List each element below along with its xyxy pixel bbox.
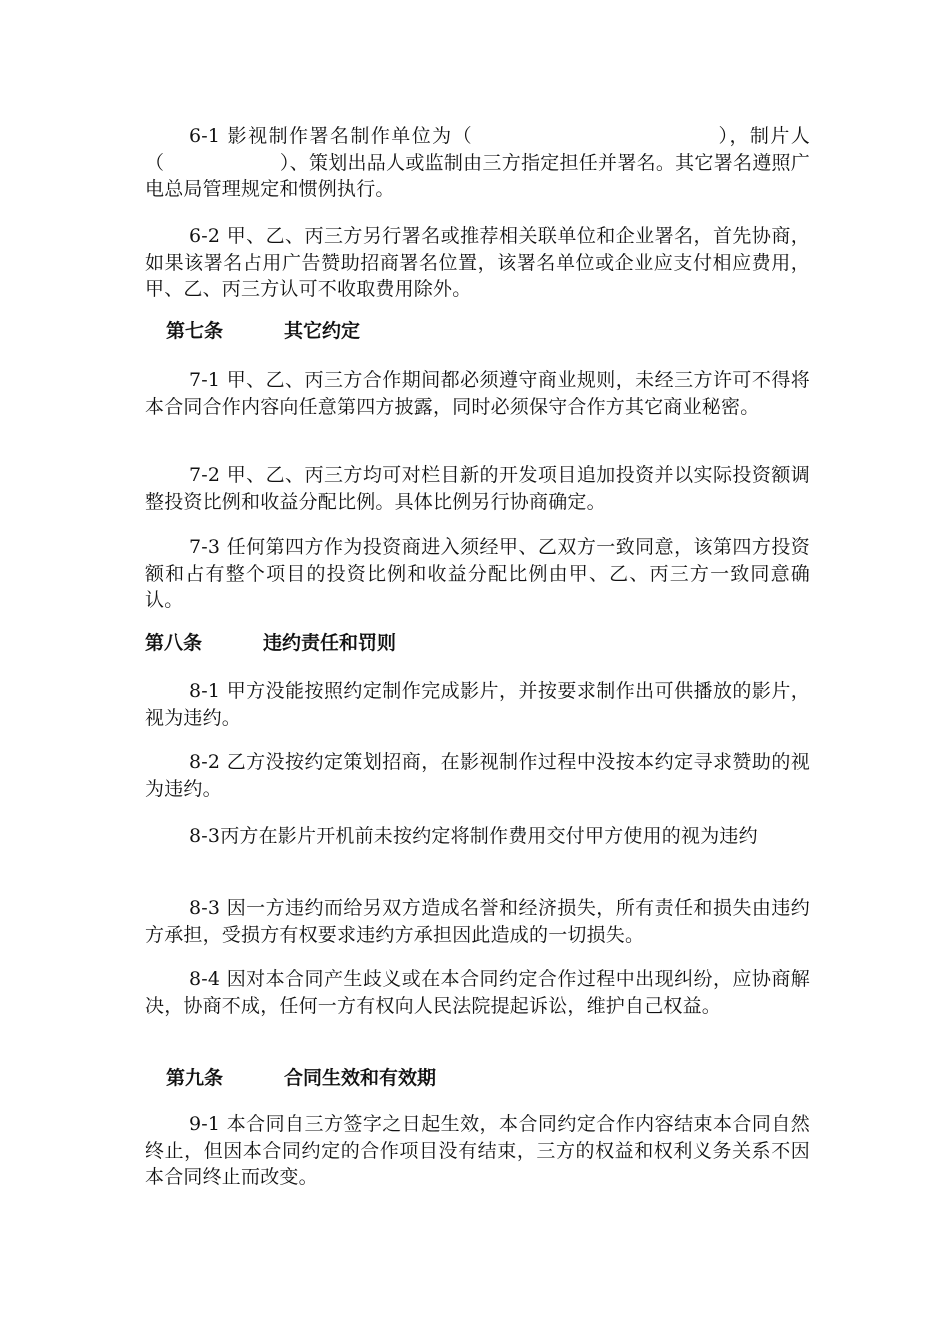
clause-8-2: 8-2 乙方没按约定策划招商，在影视制作过程中没按本约定寻求赞助的视为违约。 (145, 751, 810, 800)
article-8-number: 第八条 (145, 632, 203, 654)
clause-7-1: 7-1 甲、乙、丙三方合作期间都必须遵守商业规则，未经三方许可不得将本合同合作内容向任意第四方披露，同时必须保守合作方其它商业秘密。 (145, 369, 810, 418)
article-8-title: 违约责任和罚则 (263, 632, 397, 654)
article-9-heading (166, 1065, 831, 1091)
article-9-number: 第九条 (166, 1067, 224, 1089)
clause-8-3-a: 8-3丙方在影片开机前未按约定将制作费用交付甲方使用的视为违约 (189, 825, 758, 847)
clause-9-1: 9-1 本合同自三方签字之日起生效，本合同约定合作内容结束本合同自然终止，但因本合同约定的合作项目没有结束，三方的权益和权利义务关系不因本合同终止而改变。 (145, 1113, 810, 1188)
clause-8-3-b: 8-3 因一方违约而给另双方造成名誉和经济损失，所有责任和损失由违约方承担，受损方有权要求违约方承担因此造成的一切损失。 (145, 897, 810, 946)
clause-6-2: 6-2 甲、乙、丙三方另行署名或推荐相关联单位和企业署名，首先协商，如果该署名占用广告赞助招商署名位置，该署名单位或企业应支付相应费用，甲、乙、丙三方认可不收取费用除外。 (145, 225, 810, 300)
article-7-title: 其它约定 (284, 320, 361, 342)
clause-6-1: 6-1 影视制作署名制作单位为（ ），制片人（ ）、策划出品人或监制由三方指定担任并署名。其它署名遵照广电总局管理规定和惯例执行。 (145, 125, 810, 200)
clause-8-1: 8-1 甲方没能按照约定制作完成影片，并按要求制作出可供播放的影片，视为违约。 (145, 680, 810, 729)
clause-7-3: 7-3 任何第四方作为投资商进入须经甲、乙双方一致同意，该第四方投资额和占有整个项目的投资比例和收益分配比例由甲、乙、丙三方一致同意确认。 (145, 536, 810, 611)
article-7-number: 第七条 (166, 320, 224, 342)
article-9-title: 合同生效和有效期 (284, 1067, 437, 1089)
article-8-heading (145, 630, 810, 656)
article-7-heading (166, 318, 831, 344)
clause-8-4: 8-4 因对本合同产生歧义或在本合同约定合作过程中出现纠纷，应协商解决，协商不成，任何一方有权向人民法院提起诉讼，维护自己权益。 (145, 968, 810, 1017)
clause-7-2: 7-2 甲、乙、丙三方均可对栏目新的开发项目追加投资并以实际投资额调整投资比例和收益分配比例。具体比例另行协商确定。 (145, 464, 810, 513)
